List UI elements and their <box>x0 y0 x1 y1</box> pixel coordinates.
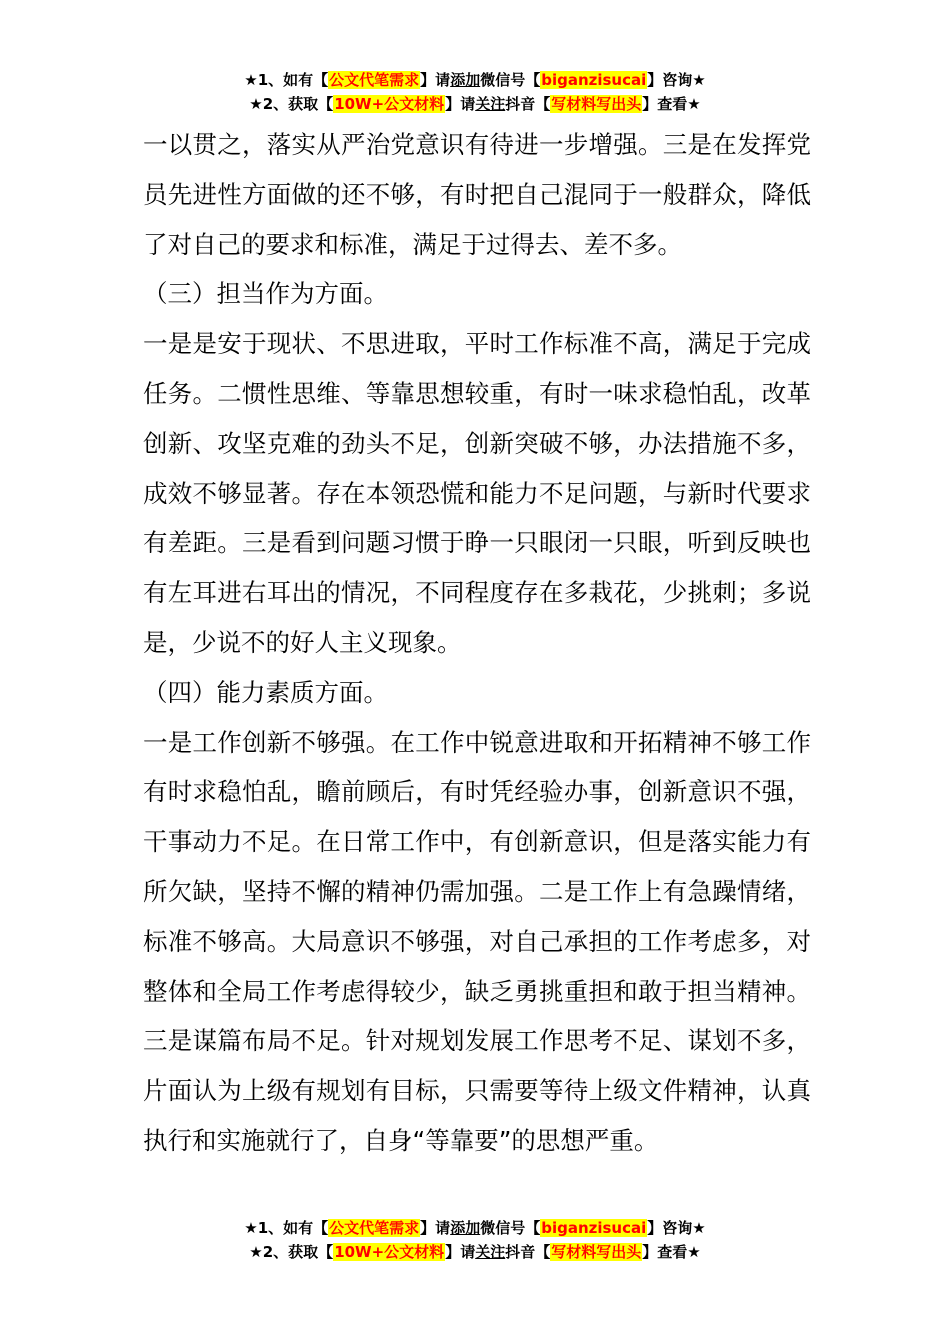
banner-line-2 <box>0 1240 950 1264</box>
banner-text: ★2、获取【 <box>249 1243 334 1261</box>
banner-text: ★1、如有【 <box>244 1219 329 1237</box>
highlight-text: 写材料写出头 <box>551 1243 642 1261</box>
section-heading: （四）能力素质方面。 <box>143 677 388 707</box>
highlight-text: 10W+公文材料 <box>334 1243 445 1261</box>
underlined-text: 关注 <box>475 95 506 113</box>
highlight-text: 写材料写出头 <box>551 95 642 113</box>
banner-text: 】请 <box>445 95 476 113</box>
underlined-text: 添加 <box>450 1219 481 1237</box>
document-body <box>143 120 811 1166</box>
underlined-text: 添加 <box>450 71 481 89</box>
banner-text: ★1、如有【 <box>244 71 329 89</box>
banner-text: 微信号【 <box>480 71 541 89</box>
paragraph: 一是是安于现状、不思进取，平时工作标准不高，满足于完成任务。二惯性思维、等靠思想较重，有时一味求稳怕乱，改革创新、攻坚克难的劲头不足，创新突破不够，办法措施不多，成效不够显著。存在本领恐慌和能力不足问题，与新时代要求有差距。三是看到问题习惯于睁一只眼闭一只眼，听到反映也有左耳进右耳出的情况，不同程度存在多栽花，少挑刺；多说是，少说不的好人主义现象。 <box>143 329 811 657</box>
highlight-text: biganzisucai <box>541 1219 647 1237</box>
banner-text: 】查看★ <box>642 1243 701 1261</box>
paragraph: 一是工作创新不够强。在工作中锐意进取和开拓精神不够工作有时求稳怕乱，瞻前顾后，有时凭经验办事，创新意识不强，干事动力不足。在日常工作中，有创新意识，但是落实能力有所欠缺，坚持不懈的精神仍需加强。二是工作上有急躁情绪，标准不够高。大局意识不够强，对自己承担的工作考虑多，对整体和全局工作考虑得较少，缺乏勇挑重担和敢于担当精神。三是谋篇布局不足。针对规划发展工作思考不足、谋划不多，片面认为上级有规划有目标，只需要等待上级文件精神，认真执行和实施就行了，自身“等靠要”的思想严重。 <box>143 727 811 1155</box>
banner-text: 微信号【 <box>480 1219 541 1237</box>
banner-text: 】请 <box>445 1243 476 1261</box>
underlined-text: 关注 <box>475 1243 506 1261</box>
banner-text: ★2、获取【 <box>249 95 334 113</box>
header-banner <box>0 68 950 116</box>
banner-line-2 <box>0 92 950 116</box>
banner-line-1 <box>0 1216 950 1240</box>
banner-text: 抖音【 <box>505 95 551 113</box>
banner-text: 】请 <box>420 1219 451 1237</box>
banner-line-1 <box>0 68 950 92</box>
banner-text: 抖音【 <box>505 1243 551 1261</box>
highlight-text: 公文代笔需求 <box>329 1219 420 1237</box>
banner-text: 】咨询★ <box>647 71 706 89</box>
banner-text: 】查看★ <box>642 95 701 113</box>
footer-banner <box>0 1216 950 1264</box>
highlight-text: 10W+公文材料 <box>334 95 445 113</box>
highlight-text: biganzisucai <box>541 71 647 89</box>
banner-text: 】请 <box>420 71 451 89</box>
section-heading: （三）担当作为方面。 <box>143 279 388 309</box>
paragraph: 一以贯之，落实从严治党意识有待进一步增强。三是在发挥党员先进性方面做的还不够，有时把自己混同于一般群众，降低了对自己的要求和标准，满足于过得去、差不多。 <box>143 130 811 259</box>
highlight-text: 公文代笔需求 <box>329 71 420 89</box>
banner-text: 】咨询★ <box>647 1219 706 1237</box>
